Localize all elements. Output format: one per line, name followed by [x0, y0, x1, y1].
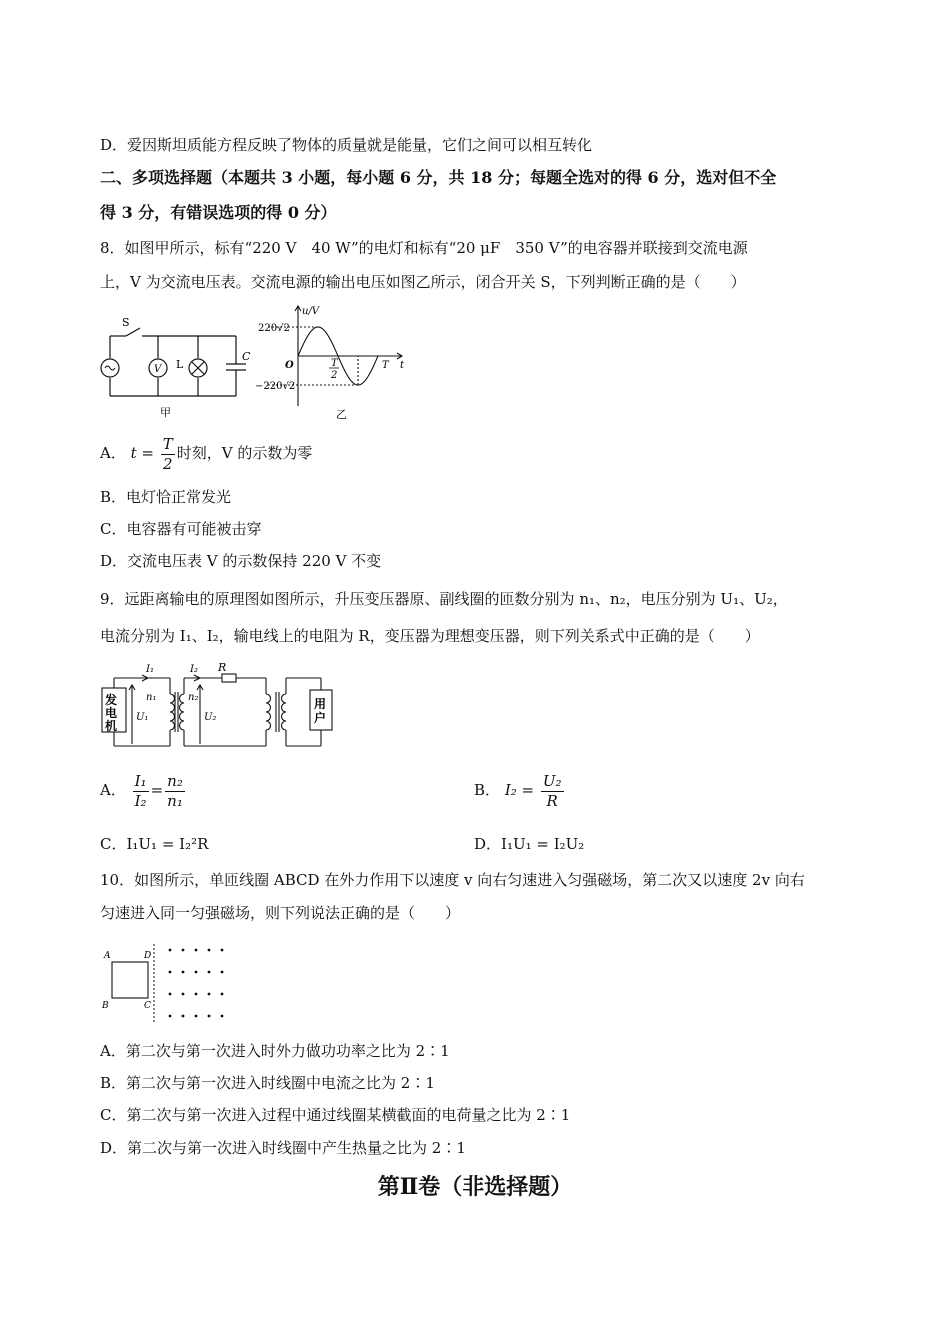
svg-text:n₁: n₁: [146, 692, 157, 703]
fraction-i1-i2: $\frac{\text{I₁}}{\text{I₂}}$: [134, 771, 147, 810]
svg-text:S: S: [122, 316, 130, 329]
q8-stem-line2: 上，V 为交流电压表。交流电源的输出电压如图乙所示，闭合开关 S，下列判断正确的是（ ）: [100, 273, 746, 291]
svg-text:甲: 甲: [160, 406, 171, 419]
q10-option-d: D．第二次与第一次进入时线圈中产生热量之比为 2∶1: [100, 1139, 466, 1157]
field-dot: [169, 993, 172, 996]
option-label: A．: [100, 781, 126, 799]
q10-option-c: C．第二次与第一次进入过程中通过线圈某横截面的电荷量之比为 2∶1: [100, 1106, 571, 1124]
q8-option-b: B．电灯恰正常发光: [100, 488, 232, 506]
svg-text:机: 机: [105, 719, 118, 733]
q9-stem-line1: 9．远距离输电的原理图如图所示，升压变压器原、副线圈的匝数分别为 n₁、n₂，电压分别为 U₁、U₂，: [100, 590, 788, 608]
option-label: A．: [100, 444, 126, 462]
part2-title: 第Ⅱ卷（非选择题）: [377, 1174, 573, 1200]
q10-stem-line1: 10．如图所示，单匝线圈 ABCD 在外力作用下以速度 v 向右匀速进入匀强磁场，第二次又以速度 2v 向右: [100, 871, 805, 889]
q8-circuit-figure: [96, 312, 256, 420]
fraction-n2-n1: $\frac{\text{n₂}}{\text{n₁}}$: [167, 771, 183, 810]
q8-stem-line1: 8．如图甲所示，标有“220 V 40 W”的电灯和标有“20 μF 350 V”的电容器并联接到交流电源: [100, 239, 748, 257]
svg-text:U₂: U₂: [204, 712, 217, 723]
field-dot: [195, 993, 198, 996]
svg-text:C: C: [144, 1001, 151, 1011]
svg-text:R: R: [218, 661, 227, 674]
field-dot: [169, 949, 172, 952]
section-heading-line2: 得 3 分，有错误选项的得 0 分）: [100, 203, 337, 222]
svg-text:B: B: [102, 1001, 109, 1011]
magnetic-field-dots: [169, 949, 224, 1018]
fraction-t-half: $\frac{T}{2}$: [162, 434, 173, 473]
field-dot: [182, 1015, 185, 1018]
svg-text:I₁: I₁: [146, 664, 154, 675]
field-dot: [208, 993, 211, 996]
field-dot: [195, 1015, 198, 1018]
svg-text:t: t: [400, 360, 405, 371]
field-dot: [182, 971, 185, 974]
svg-text:220√2: 220√2: [258, 323, 290, 334]
svg-text:n₂: n₂: [188, 692, 199, 703]
field-dot: [169, 971, 172, 974]
field-dot: [195, 971, 198, 974]
svg-text:I₂: I₂: [190, 664, 198, 675]
q10-coil-field-figure: [96, 940, 236, 1026]
svg-text:C: C: [242, 350, 251, 363]
q9-option-c: C．I₁U₁ = I₂²R: [100, 835, 209, 853]
svg-text:V: V: [154, 364, 162, 375]
fraction-u2-r: $\frac{\text{U₂}}{R}$: [542, 771, 562, 810]
q8-option-d: D．交流电压表 V 的示数保持 220 V 不变: [100, 552, 382, 570]
field-dot: [169, 1015, 172, 1018]
svg-text:A: A: [104, 951, 111, 961]
option-label: B．: [474, 781, 501, 799]
svg-text:T: T: [382, 360, 389, 371]
svg-text:O: O: [285, 360, 294, 371]
field-dot: [221, 971, 224, 974]
svg-text:L: L: [176, 358, 184, 371]
q9-option-b: [474, 770, 566, 811]
field-dot: [182, 949, 185, 952]
svg-text:乙: 乙: [336, 408, 347, 420]
q7-option-d: D．爱因斯坦质能方程反映了物体的质量就是能量，它们之间可以相互转化: [100, 136, 593, 154]
coil-abcd: [112, 962, 148, 998]
q8-voltage-graph: [254, 302, 414, 420]
section-heading-line1: 二、多项选择题（本题共 3 小题，每小题 6 分，共 18 分；每题全选对的得 6 分，选对但不全: [100, 168, 777, 187]
svg-text:户: 户: [314, 711, 327, 725]
field-dot: [208, 949, 211, 952]
field-dot: [221, 949, 224, 952]
field-dot: [208, 971, 211, 974]
q10-option-b: B．第二次与第一次进入时线圈中电流之比为 2∶1: [100, 1074, 435, 1092]
q9-transmission-figure: [98, 660, 348, 758]
svg-text:发: 发: [105, 693, 118, 707]
field-dot: [195, 949, 198, 952]
q8-option-c: C．电容器有可能被击穿: [100, 520, 262, 538]
field-dot: [208, 1015, 211, 1018]
q10-stem-line2: 匀速进入同一匀强磁场，则下列说法正确的是（ ）: [100, 904, 461, 922]
svg-text:D: D: [144, 951, 152, 961]
q10-option-a: A．第二次与第一次进入时外力做功功率之比为 2∶1: [100, 1042, 450, 1060]
field-dot: [221, 993, 224, 996]
svg-text:用: 用: [314, 697, 327, 711]
option-text: 时刻，V 的示数为零: [176, 444, 313, 462]
field-dot: [182, 993, 185, 996]
svg-text:T: T: [331, 358, 338, 369]
option-lhs: I₂ =: [504, 781, 535, 799]
q8-option-a: A． t = $\frac{T}{2}$ 时刻，V 的示数为零: [100, 434, 313, 473]
q9-option-a: A． $\frac{\text{I₁}}{\text{I₂}}$ = $\frac{\text{n₂}}{\text{n₁}}$: [100, 771, 183, 810]
q9-option-d: D．I₁U₁ = I₂U₂: [474, 835, 585, 853]
svg-text:2: 2: [331, 370, 338, 381]
svg-text:U₁: U₁: [136, 712, 149, 723]
svg-text:−220√2: −220√2: [255, 381, 296, 392]
field-dot: [221, 1015, 224, 1018]
q9-stem-line2: 电流分别为 I₁、I₂，输电线上的电阻为 R，变压器为理想变压器，则下列关系式中正确的是（ ）: [100, 627, 760, 645]
variable-t: t: [130, 444, 137, 462]
svg-text:电: 电: [105, 706, 118, 720]
svg-text:u/V: u/V: [302, 306, 320, 317]
